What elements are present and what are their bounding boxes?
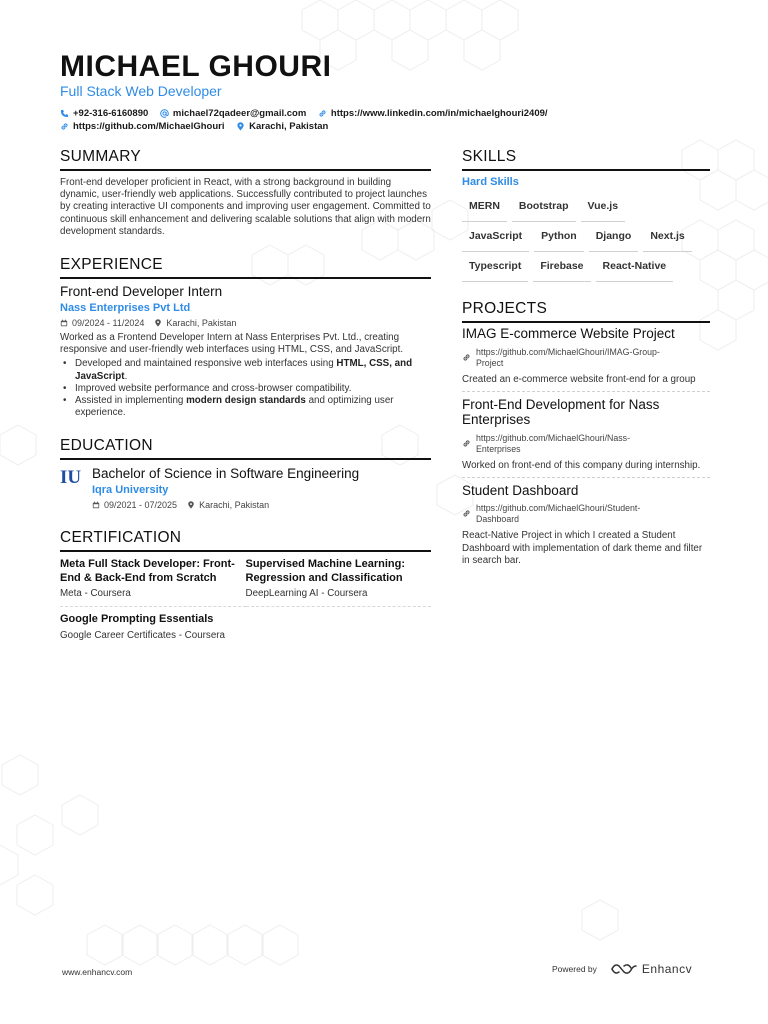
certification-item [60, 558, 246, 607]
link-icon [462, 509, 471, 518]
skill-tag: Django [589, 222, 639, 252]
enhancv-brand[interactable]: Enhancv [641, 962, 693, 976]
project-link-text: Enterprises [476, 443, 521, 454]
contact-email[interactable] [160, 107, 306, 120]
right-column [462, 148, 710, 577]
calendar-icon [60, 319, 68, 327]
skill-tag: Vue.js [581, 192, 626, 222]
job-description: Worked as a Frontend Developer Intern at Nass Enterprises Pvt. Ltd., creating responsive and user-friendly web interfaces using HTML, CSS, and JavaScript. [60, 332, 404, 356]
skill-tag: Firebase [533, 252, 590, 282]
job-dates: 09/2024 - 11/2024 [72, 318, 145, 329]
location-text: Karachi, Pakistan [249, 121, 329, 132]
contact-github[interactable] [60, 120, 224, 133]
list-item: • Assisted in implementing modern design standards and optimizing user experience. [60, 395, 431, 419]
university-logo: IU [60, 467, 82, 489]
skill-tag: React-Native [596, 252, 674, 282]
project-description: React-Native Project in which I created a Student Dashboard with implementation of dark theme and filter in search bar. [462, 530, 703, 566]
skill-tag: MERN [462, 192, 507, 222]
location-pin-icon [187, 501, 195, 509]
left-column [60, 148, 431, 654]
summary-section [60, 148, 431, 238]
education-heading: EDUCATION [60, 437, 431, 460]
certification-name: Meta Full Stack Developer: Front-End & Back-End from Scratch [60, 558, 235, 584]
link-icon [318, 109, 327, 118]
certification-source: DeepLearning AI - Coursera [245, 588, 368, 600]
project-link-text: Project [476, 357, 504, 368]
certification-source: Meta - Coursera [60, 588, 131, 600]
phone-text: +92-316-6160890 [73, 108, 149, 119]
link-icon [462, 439, 471, 448]
contact-list [60, 107, 660, 133]
skills-section [462, 148, 710, 282]
certification-item [60, 613, 246, 648]
education-location: Karachi, Pakistan [199, 500, 270, 511]
job-title: Front-end Developer Intern [60, 284, 223, 300]
project-description: Worked on front-end of this company during internship. [462, 459, 701, 471]
skill-tag: Next.js [643, 222, 691, 252]
candidate-role: Full Stack Web Developer [60, 83, 222, 99]
linkedin-text: https://www.linkedin.com/in/michaelghouri2409/ [330, 108, 548, 119]
certification-section [60, 529, 431, 654]
certification-name: Google Prompting Essentials [60, 613, 214, 626]
school-name: Iqra University [92, 484, 169, 497]
list-item: • Improved website performance and cross-browser compatibility. [60, 383, 431, 395]
contact-phone[interactable] [60, 107, 148, 120]
job-bullets [60, 358, 431, 419]
experience-section [60, 256, 431, 419]
project-title: IMAG E-commerce Website Project [462, 326, 675, 341]
certification-heading: CERTIFICATION [60, 529, 431, 552]
project-item [462, 397, 710, 478]
education-section [60, 437, 431, 510]
skill-tag: Bootstrap [512, 192, 576, 222]
projects-heading: PROJECTS [462, 300, 710, 323]
education-meta [92, 500, 359, 510]
skill-tags [462, 192, 702, 282]
summary-heading: SUMMARY [60, 148, 431, 171]
calendar-icon [92, 501, 100, 509]
phone-icon [60, 109, 69, 118]
footer-branding [552, 962, 692, 976]
skills-heading: SKILLS [462, 148, 710, 171]
job-meta [60, 318, 431, 328]
job-location: Karachi, Pakistan [166, 318, 237, 329]
footer-site-link[interactable]: www.enhancv.com [62, 967, 133, 977]
project-link-text: Dashboard [476, 514, 520, 525]
project-link[interactable] [462, 503, 710, 525]
link-icon [462, 353, 471, 362]
certification-item [246, 558, 432, 607]
link-icon [60, 122, 69, 131]
list-item: • Developed and maintained responsive web interfaces using HTML, CSS, and JavaScript. [60, 358, 431, 382]
project-item [462, 326, 710, 392]
project-link-text: https://github.com/MichaelGhouri/Nass- [476, 432, 631, 443]
powered-by-label: Powered by [552, 964, 597, 974]
education-dates: 09/2021 - 07/2025 [104, 500, 178, 511]
project-item [462, 483, 710, 572]
location-pin-icon [236, 122, 245, 131]
projects-section [462, 300, 710, 572]
at-icon [160, 109, 169, 118]
skill-tag: Typescript [462, 252, 528, 282]
project-title: Student Dashboard [462, 482, 579, 498]
skill-tag: JavaScript [462, 222, 529, 252]
hard-skills-title: Hard Skills [462, 176, 519, 188]
project-link[interactable] [462, 433, 710, 455]
certification-source: Google Career Certificates - Coursera [60, 629, 225, 641]
location-pin-icon [154, 319, 162, 327]
candidate-name: MICHAEL GHOURI [60, 50, 332, 83]
project-description: Created an e-commerce website front-end for a group [462, 373, 696, 385]
contact-linkedin[interactable] [318, 107, 548, 120]
certification-name: Supervised Machine Learning: Regression and Classification [245, 558, 406, 584]
contact-location [236, 120, 328, 133]
summary-text: Front-end developer proficient in React, with a strong background in building dynamic, user-friendly web applications. Successfully contributed to project launches by creating interactive UI components and improving user engagement. Committed to continuous skill enhancement and delivering scalable solutions that align with modern development standards. [60, 177, 431, 237]
skill-tag: Python [534, 222, 584, 252]
email-text: michael72qadeer@gmail.com [172, 108, 307, 119]
company-name: Nass Enterprises Pvt Ltd [60, 302, 191, 315]
degree-title: Bachelor of Science in Software Engineering [92, 466, 360, 482]
project-title: Front-End Development for Nass Enterprises [462, 396, 660, 428]
project-link-text: https://github.com/MichaelGhouri/Student- [476, 503, 641, 514]
github-text: https://github.com/MichaelGhouri [73, 121, 225, 132]
project-link-text: https://github.com/MichaelGhouri/IMAG-Group- [476, 346, 660, 357]
experience-heading: EXPERIENCE [60, 256, 431, 279]
enhancv-logo-icon [611, 962, 637, 976]
project-link[interactable] [462, 347, 710, 369]
